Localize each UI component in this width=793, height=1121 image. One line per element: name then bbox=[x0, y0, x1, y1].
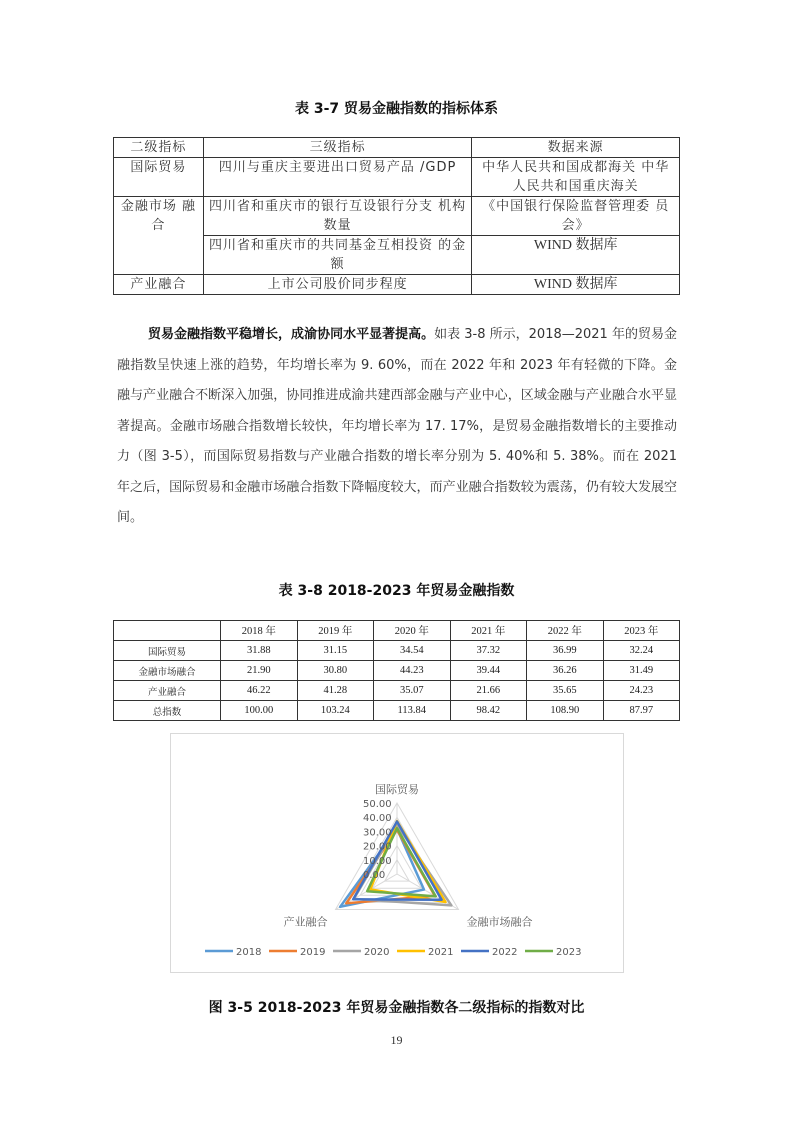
value-cell: 36.26 bbox=[527, 661, 604, 681]
legend-label-2020: 2020 bbox=[364, 947, 390, 958]
value-cell: 103.24 bbox=[297, 701, 374, 721]
radar-chart-frame bbox=[170, 733, 624, 973]
value-cell: 87.97 bbox=[603, 701, 680, 721]
value-cell: 36.99 bbox=[527, 641, 604, 661]
radar-chart bbox=[171, 734, 623, 972]
legend-label-2023: 2023 bbox=[556, 947, 582, 958]
row-label: 国际贸易 bbox=[114, 641, 221, 661]
header-cell: 二级指标 bbox=[114, 138, 204, 158]
value-cell: 21.90 bbox=[221, 661, 298, 681]
figure-3-5-caption: 图 3-5 2018-2023 年贸易金融指数各二级指标的指数对比 bbox=[208, 1000, 585, 1016]
indicator-l3-cell: 四川省和重庆市的银行互设银行分支 机构数量 bbox=[203, 197, 472, 236]
value-cell: 44.23 bbox=[374, 661, 451, 681]
value-cell: 31.15 bbox=[297, 641, 374, 661]
radar-tick-label: 10.00 bbox=[363, 855, 392, 867]
indicator-l3-cell: 四川与重庆主要进出口贸易产品 /GDP bbox=[203, 158, 472, 197]
value-cell: 98.42 bbox=[450, 701, 527, 721]
source-cell: WIND 数据库 bbox=[472, 275, 680, 295]
value-cell: 35.65 bbox=[527, 681, 604, 701]
table-3-8 bbox=[113, 620, 680, 721]
table-row bbox=[114, 661, 680, 681]
year-header: 2023 年 bbox=[603, 621, 680, 641]
value-cell: 46.22 bbox=[221, 681, 298, 701]
value-cell: 32.24 bbox=[603, 641, 680, 661]
value-cell: 35.07 bbox=[374, 681, 451, 701]
table-row bbox=[114, 158, 680, 197]
header-cell: 三级指标 bbox=[203, 138, 472, 158]
table-3-7-caption: 表 3-7 贸易金融指数的指标体系 bbox=[294, 101, 499, 117]
year-header: 2021 年 bbox=[450, 621, 527, 641]
source-cell: 《中国银行保险监督管理委 员会》 bbox=[472, 197, 680, 236]
value-cell: 113.84 bbox=[374, 701, 451, 721]
radar-axis-label: 产业融合 bbox=[283, 915, 328, 929]
row-label: 金融市场融合 bbox=[114, 661, 221, 681]
legend-label-2019: 2019 bbox=[300, 947, 326, 958]
header-cell: 数据来源 bbox=[472, 138, 680, 158]
row-label: 总指数 bbox=[114, 701, 221, 721]
value-cell: 31.49 bbox=[603, 661, 680, 681]
value-cell: 24.23 bbox=[603, 681, 680, 701]
page-number: 19 bbox=[390, 1033, 403, 1047]
value-cell: 30.80 bbox=[297, 661, 374, 681]
radar-tick-label: 0.00 bbox=[363, 870, 386, 881]
legend-label-2021: 2021 bbox=[428, 947, 454, 958]
radar-tick-label: 20.00 bbox=[363, 841, 392, 853]
value-cell: 108.90 bbox=[527, 701, 604, 721]
radar-axis-label: 国际贸易 bbox=[375, 783, 419, 796]
corner-cell bbox=[114, 621, 221, 641]
value-cell: 34.54 bbox=[374, 641, 451, 661]
indicator-l2-cell: 金融市场 融合 bbox=[114, 197, 204, 275]
radar-axis-label: 金融市场融合 bbox=[466, 915, 533, 929]
row-label: 产业融合 bbox=[114, 681, 221, 701]
year-header: 2020 年 bbox=[374, 621, 451, 641]
value-cell: 31.88 bbox=[221, 641, 298, 661]
value-cell: 39.44 bbox=[450, 661, 527, 681]
table-3-8-caption: 表 3-8 2018-2023 年贸易金融指数 bbox=[278, 583, 515, 599]
radar-tick-label: 40.00 bbox=[363, 813, 392, 825]
source-cell: WIND 数据库 bbox=[472, 236, 680, 275]
table-row bbox=[114, 197, 680, 236]
year-header: 2022 年 bbox=[527, 621, 604, 641]
legend-label-2022: 2022 bbox=[492, 947, 518, 958]
table-header-row bbox=[114, 138, 680, 158]
value-cell: 37.32 bbox=[450, 641, 527, 661]
indicator-l3-cell: 上市公司股价同步程度 bbox=[203, 275, 472, 295]
indicator-l2-cell: 产业融合 bbox=[114, 275, 204, 295]
legend-label-2018: 2018 bbox=[236, 947, 262, 958]
body-paragraph bbox=[117, 320, 677, 534]
paragraph-lead: 贸易金融指数平稳增长，成渝协同水平显著提高。 bbox=[148, 327, 435, 342]
value-cell: 41.28 bbox=[297, 681, 374, 701]
table-row bbox=[114, 701, 680, 721]
table-3-7 bbox=[113, 137, 680, 295]
table-row bbox=[114, 641, 680, 661]
year-header: 2019 年 bbox=[297, 621, 374, 641]
value-cell: 21.66 bbox=[450, 681, 527, 701]
value-cell: 100.00 bbox=[221, 701, 298, 721]
source-cell: 中华人民共和国成都海关 中华人民共和国重庆海关 bbox=[472, 158, 680, 197]
radar-tick-label: 30.00 bbox=[363, 827, 392, 839]
table-row bbox=[114, 275, 680, 295]
indicator-l3-cell: 四川省和重庆市的共同基金互相投资 的金额 bbox=[203, 236, 472, 275]
radar-tick-label: 50.00 bbox=[363, 799, 392, 810]
table-header-row bbox=[114, 621, 680, 641]
indicator-l2-cell: 国际贸易 bbox=[114, 158, 204, 197]
year-header: 2018 年 bbox=[221, 621, 298, 641]
table-row bbox=[114, 681, 680, 701]
paragraph-body: 如表 3-8 所示，2018—2021 年的贸易金融指数呈快速上涨的趋势，年均增长率为 9. 60%，而在 2022 年和 2023 年有轻微的下降。金融与产业融合不断深入加强，协同推进成渝共建西部金融与产业中心，区域金融与产业融合水平显著提高。金融市场融合指数增长较快，年均增长率为 17. 17%，是贸易金融指数增长的主要推动力（图 3-5），而国际贸易指数与产业融合指数的增长率分别为 5. 40%和 5. 38%。而在 2021 年之后，国际贸易和金融市场融合指数下降幅度较大，而产业融合指数较为震荡，仍有较大发展空间。 bbox=[117, 327, 677, 525]
